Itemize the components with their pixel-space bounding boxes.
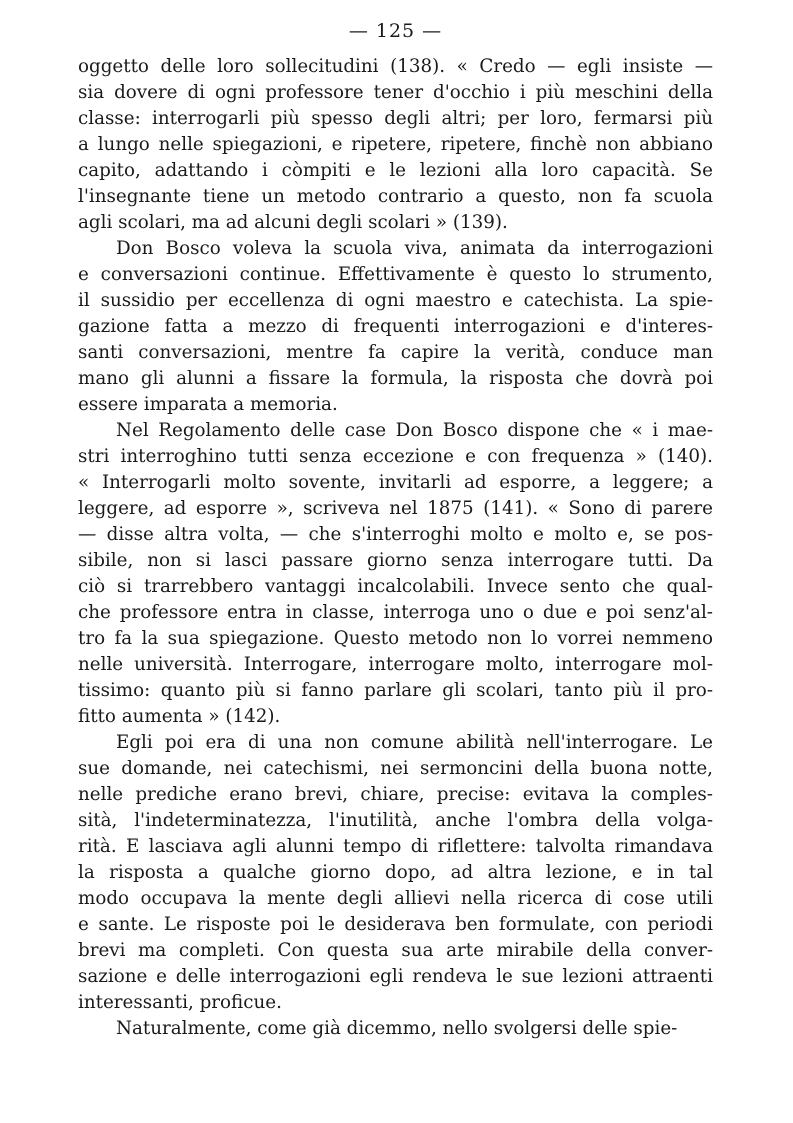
text-line: il sussidio per eccellenza di ogni maestro e catechista. La spie- [78, 290, 713, 311]
paragraph [78, 236, 713, 418]
text-line: classe: interrogarli più spesso degli altri; per loro, fermarsi più [78, 108, 713, 129]
text-line: ciò si trarrebbero vantaggi incalcolabili. Invece sento che qual- [78, 576, 713, 597]
text-line: mano gli alunni a fissare la formula, la risposta che dovrà poi [78, 368, 713, 389]
text-line: sazione e delle interrogazioni egli rendeva le sue lezioni attraenti [78, 966, 713, 987]
text-line: stri interroghino tutti senza eccezione e con frequenza » (140). [78, 446, 713, 467]
text-line: a lungo nelle spiegazioni, e ripetere, ripetere, finchè non abbiano [78, 134, 713, 155]
page-number: — 125 — [348, 20, 443, 42]
text-line: che professore entra in classe, interroga uno o due e poi senz'al- [78, 602, 713, 623]
paragraph [78, 730, 713, 1016]
paragraph [78, 54, 713, 236]
paragraph [78, 1016, 713, 1042]
text-line: tissimo: quanto più si fanno parlare gli scolari, tanto più il pro- [78, 680, 713, 701]
text-line: modo occupava la mente degli allievi nella ricerca di cose utili [78, 888, 713, 909]
text-line: essere imparata a memoria. [78, 394, 338, 415]
text-line: agli scolari, ma ad alcuni degli scolari » (139). [78, 212, 508, 233]
text-line: « Interrogarli molto sovente, invitarli ad esporre, a leggere; a [78, 472, 713, 493]
text-line: oggetto delle loro sollecitudini (138). « Credo — egli insiste — [78, 56, 713, 77]
text-line: interessanti, proficue. [78, 992, 282, 1013]
text-line: e conversazioni continue. Effettivamente è questo lo strumento, [78, 264, 713, 285]
text-line: l'insegnante tiene un metodo contrario a questo, non fa scuola [78, 186, 713, 207]
text-line: sità, l'indeterminatezza, l'inutilità, anche l'ombra della volga- [78, 810, 713, 831]
body-text [78, 54, 713, 1042]
text-line: Egli poi era di una non comune abilità nell'interrogare. Le [116, 732, 713, 753]
text-line: e sante. Le risposte poi le desiderava ben formulate, con periodi [78, 914, 713, 935]
text-line: leggere, ad esporre », scriveva nel 1875 (141). « Sono di parere [78, 498, 713, 519]
text-line: fitto aumenta » (142). [78, 706, 281, 727]
text-line: nelle università. Interrogare, interrogare molto, interrogare mol- [78, 654, 713, 675]
text-line: Naturalmente, come già dicemmo, nello svolgersi delle spie- [116, 1018, 678, 1039]
document-page [78, 18, 713, 1042]
text-line: — disse altra volta, — che s'interroghi molto e molto e, se pos- [78, 524, 713, 545]
text-line: brevi ma completi. Con questa sua arte mirabile della conver- [78, 940, 713, 961]
text-line: sue domande, nei catechismi, nei sermoncini della buona notte, [78, 758, 713, 779]
text-line: santi conversazioni, mentre fa capire la verità, conduce man [78, 342, 713, 363]
text-line: sia dovere di ogni professore tener d'occhio i più meschini della [78, 82, 713, 103]
text-line: Don Bosco voleva la scuola viva, animata da interrogazioni [116, 238, 713, 259]
text-line: sibile, non si lasci passare giorno senza interrogare tutti. Da [78, 550, 713, 571]
text-line: la risposta a qualche giorno dopo, ad altra lezione, e in tal [78, 862, 713, 883]
text-line: capito, adattando i còmpiti e le lezioni alla loro capacità. Se [78, 160, 713, 181]
text-line: rità. E lasciava agli alunni tempo di riflettere: talvolta rimandava [78, 836, 713, 857]
text-line: tro fa la sua spiegazione. Questo metodo non lo vorrei nemmeno [78, 628, 713, 649]
text-line: gazione fatta a mezzo di frequenti interrogazioni e d'interes- [78, 316, 713, 337]
text-line: Nel Regolamento delle case Don Bosco dispone che « i mae- [116, 420, 713, 441]
text-line: nelle prediche erano brevi, chiare, precise: evitava la comples- [78, 784, 713, 805]
paragraph [78, 418, 713, 730]
